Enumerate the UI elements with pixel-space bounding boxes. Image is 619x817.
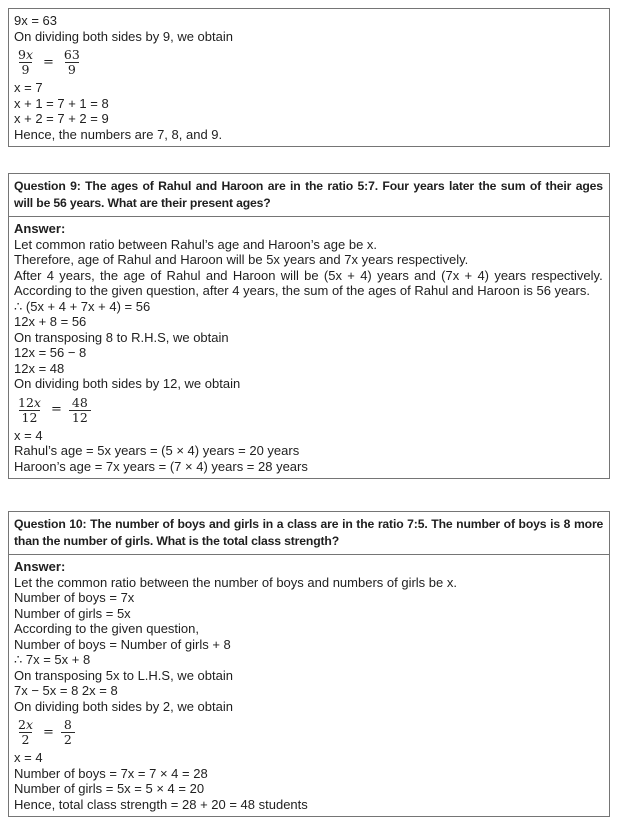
continuation-answer-box <box>8 8 610 147</box>
solution-line: 12x = 48 <box>14 360 65 376</box>
fraction-numerator: 2x <box>18 717 34 732</box>
solution-line: 12x = 56 − 8 <box>14 345 87 360</box>
solution-line: Let the common ratio between the number of boys and numbers of girls be x. <box>14 574 457 590</box>
solution-line: x + 1 = 7 + 1 = 8 <box>14 95 109 111</box>
solution-line: On dividing both sides by 2, we obtain <box>14 698 233 714</box>
solution-lines <box>14 80 603 142</box>
solution-line: Number of boys = 7x = 7 × 4 = 28 <box>14 765 208 781</box>
fraction-denominator: 9 <box>65 62 79 77</box>
fraction-equation <box>15 48 603 77</box>
answer-label: Answer: <box>14 559 66 574</box>
solution-line: Rahul’s age = 5x years = (5 × 4) years = 20 years <box>14 443 300 458</box>
solution-line: x = 4 <box>14 427 43 443</box>
solution-line: On transposing 5x to L.H.S, we obtain <box>14 667 233 683</box>
fraction-numerator: 48 <box>71 394 88 410</box>
solution-lines <box>14 750 603 812</box>
solution-line: Hence, the numbers are 7, 8, and 9. <box>14 126 223 142</box>
solution-line: x = 7 <box>14 80 43 95</box>
question-10-text <box>9 512 609 555</box>
solution-line: 9x = 63 <box>14 13 58 28</box>
fraction-numerator: 12x <box>18 394 41 410</box>
fraction-equation <box>15 718 603 747</box>
question-line: will be 56 years. What are their present ages? <box>14 196 271 210</box>
solution-line: x = 4 <box>14 750 43 765</box>
solution-line: Haroon’s age = 7x years = (7 × 4) years = 28 years <box>14 458 308 474</box>
solution-lines <box>14 13 603 44</box>
solution-line: After 4 years, the age of Rahul and Haroon will be (5x + 4) years and (7x + 4) years respectively. <box>14 267 603 283</box>
equals-sign: = <box>43 724 54 740</box>
solution-line: Number of boys = Number of girls + 8 <box>14 636 231 652</box>
fraction-denominator: 12 <box>19 410 41 425</box>
question-9-box <box>8 173 610 479</box>
solution-line: Number of girls = 5x <box>14 605 131 621</box>
continuation-answer-cell <box>9 9 609 146</box>
solution-line: ∴ (5x + 4 + 7x + 4) = 56 <box>14 298 151 314</box>
question-line: Question 9: The ages of Rahul and Haroon are in the ratio 5:7. Four years later the sum of their ages <box>14 179 603 193</box>
question-9-answer-cell <box>9 217 609 478</box>
equals-sign: = <box>50 402 62 418</box>
fraction-denominator: 9 <box>19 62 33 77</box>
fraction-denominator: 12 <box>69 410 91 425</box>
solution-line: 7x − 5x = 8 2x = 8 <box>14 683 118 698</box>
solution-line: On dividing both sides by 9, we obtain <box>14 28 233 44</box>
solution-line: Number of girls = 5x = 5 × 4 = 20 <box>14 781 205 796</box>
solution-line: Let common ratio between Rahul’s age and Haroon’s age be x. <box>14 236 378 252</box>
solution-lines <box>14 283 603 392</box>
fraction-denominator: 2 <box>19 732 33 747</box>
solution-line: x + 2 = 7 + 2 = 9 <box>14 111 109 126</box>
fraction-left <box>15 718 36 747</box>
fraction-numerator: 9x <box>18 47 34 62</box>
fraction-left <box>15 396 44 425</box>
solution-line: Therefore, age of Rahul and Haroon will be 5x years and 7x years respectively. <box>14 252 469 267</box>
question-10-answer-cell <box>9 555 609 816</box>
solution-line: ∴ 7x = 5x + 8 <box>14 652 91 667</box>
question-line: than the number of girls. What is the total class strength? <box>14 534 339 548</box>
fraction-right <box>69 396 91 425</box>
solution-line: According to the given question, after 4 years, the sum of the ages of Rahul and Haroon is 56 years. <box>14 283 590 298</box>
fraction-equation <box>15 396 603 425</box>
solution-lines <box>14 428 603 475</box>
answer-label: Answer: <box>14 221 66 236</box>
question-line: Question 10: The number of boys and girls in a class are in the ratio 7:5. The number of boys is 8 more <box>14 517 603 531</box>
question-10-box <box>8 511 610 817</box>
fraction-right <box>61 48 83 77</box>
fraction-denominator: 2 <box>61 732 75 747</box>
solution-line: On dividing both sides by 12, we obtain <box>14 376 241 391</box>
solution-line: 12x + 8 = 56 <box>14 314 87 329</box>
equals-sign: = <box>43 54 54 70</box>
solution-lines <box>14 237 603 268</box>
solution-line: According to the given question, <box>14 621 200 636</box>
solution-line: On transposing 8 to R.H.S, we obtain <box>14 329 229 345</box>
fraction-numerator: 63 <box>63 47 80 62</box>
solution-lines <box>14 575 603 715</box>
fraction-left <box>15 48 36 77</box>
solution-line: Number of boys = 7x <box>14 590 135 605</box>
question-9-text <box>9 174 609 217</box>
fraction-numerator: 8 <box>63 717 72 732</box>
solution-line: Hence, total class strength = 28 + 20 = 48 students <box>14 796 308 812</box>
fraction-right <box>61 718 75 747</box>
